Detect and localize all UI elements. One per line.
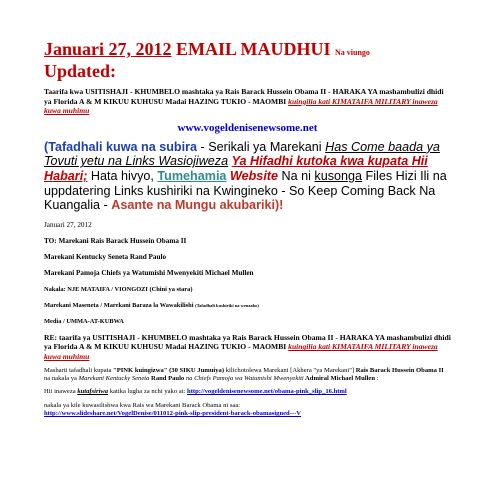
- masharti-d: Rais Barack Hussein Obama II: [355, 366, 444, 374]
- masharti-f: Marekani Kentucky Seneta: [78, 374, 150, 382]
- website-link[interactable]: www.vogeldenisenewsome.net: [177, 121, 318, 134]
- letter-senator: Marekani Kentucky Seneta Rand Paulo: [44, 252, 167, 261]
- letter-congress: [44, 301, 451, 310]
- letter-nakala: Nakala: NJE MATAIFA / VIONGOZI (Chini ya stara): [44, 285, 193, 293]
- website-heading: [44, 122, 451, 134]
- nakala2-paragraph: [44, 402, 451, 419]
- inaweza-b: kutafsiriwa: [77, 388, 109, 396]
- notice-paragraph: [44, 140, 451, 213]
- masharti-c: kilichotolewa Marekani [Akhera "ya Marekani"]: [224, 366, 356, 374]
- letter-to: TO: Marekani Rais Barack Hussein Obama II: [44, 236, 187, 245]
- re-red-text: kuingilia kati KIMATAIFA MILITARY inaweza kuwa muhimu: [44, 342, 438, 361]
- masharti-e: na nakala ya: [44, 374, 79, 382]
- inaweza-paragraph: [44, 388, 451, 396]
- masharti-b: "PINK kuingizwa" (30 SIKU Jumuiya): [113, 366, 225, 374]
- lead-red-text: kuingilia kati KIMATAIFA MILITARY inaweza kuwa muhimu: [44, 96, 438, 116]
- title-email-maudhui: EMAIL MAUDHUI: [176, 39, 331, 59]
- title-with-links: Na viungo: [335, 48, 370, 57]
- nakala2-text: nakala ya kile kuwasilishwa kwa Rais wa Marekani Barack Obama ni saa:: [44, 401, 241, 409]
- title-updated: Updated:: [44, 61, 117, 81]
- notice-part-7: Tumehamia: [157, 168, 227, 183]
- letter-media: Media / UMMA-AT-KUBWA: [44, 317, 124, 325]
- notice-part-9: Website: [229, 168, 279, 183]
- masharti-paragraph: [44, 367, 451, 384]
- congress-text: Marekani Maseneta / Marekani Baraza la Wawakilishi: [44, 301, 194, 309]
- title-date: Januari 27, 2012: [44, 39, 172, 59]
- re-paragraph: [44, 333, 451, 362]
- inaweza-c: katika lugha za nchi yako at:: [108, 388, 188, 396]
- inaweza-a: Hii inaweza: [44, 388, 78, 396]
- congress-note: (Tafadhali kushiriki na wenzako): [195, 302, 259, 308]
- notice-part-10: Na ni: [278, 168, 315, 183]
- masharti-j: :: [375, 374, 379, 382]
- obama-pink-slip-link[interactable]: http://vogeldenisenewsome.net/obama-pink_slip_16.html: [187, 388, 347, 396]
- letter-date: Januari 27, 2012: [44, 220, 92, 229]
- notice-part-5: Ya Hifadhi kutoka kwa kupata Hii Habari;: [44, 154, 428, 183]
- letter-chiefs: Marekani Pamoja Chiefs ya Watumishi Mwenyekiti Michael Mullen: [44, 268, 254, 277]
- lead-text: Taarifa kwa USITISHAJI - KHUMBELO mashtaka ya Rais Barack Hussein Obama II - HARAKA YA mashambulizi dhidi ya Florida A & M KIKUU KUHUSU Madai HAZING TUKIO - MAOMBI: [44, 87, 444, 106]
- masharti-a: Masharti tafadhali kupata: [44, 366, 114, 374]
- lead-paragraph: [44, 87, 451, 116]
- notice-part-11: kusonga: [314, 168, 363, 183]
- re-text: RE: taarifa ya USITISHAJI - KHUMBELO mashtaka ya Rais Barack Hussein Obama II - HARAKA YA mashambulizi dhidi ya Florida A & M KIKUU KUHUSU Madai HAZING TUKIO - MAOMBI: [44, 332, 451, 352]
- masharti-i: Admiral Michael Mullen: [303, 374, 376, 382]
- slideshare-link[interactable]: http://www.slideshare.net/VogelDenise/011012-pink-slip-president-barack-obamasigned---V: [44, 410, 302, 418]
- document-title: [44, 40, 451, 81]
- masharti-h: na Chiefs Pamoja wa Watumishi Mwenyekiti: [184, 374, 304, 382]
- notice-part-1: (Tafadhali kuwa na subira: [44, 139, 198, 154]
- masharti-g: Rand Paulo: [149, 374, 185, 382]
- notice-part-3: Has Come baada ya Tovuti yetu na Links Wasiojiweza: [44, 139, 440, 169]
- notice-part-12: Files Hizi Ili na uppdatering Links kushiriki na Kwingineko - So Keep Coming Back Na Kuangalia -: [44, 168, 447, 213]
- notice-part-6: Hata hivyo,: [87, 168, 158, 183]
- notice-part-2: - Serikali ya Marekani: [197, 139, 326, 154]
- notice-part-13: Asante na Mungu akubariki)!: [111, 198, 284, 213]
